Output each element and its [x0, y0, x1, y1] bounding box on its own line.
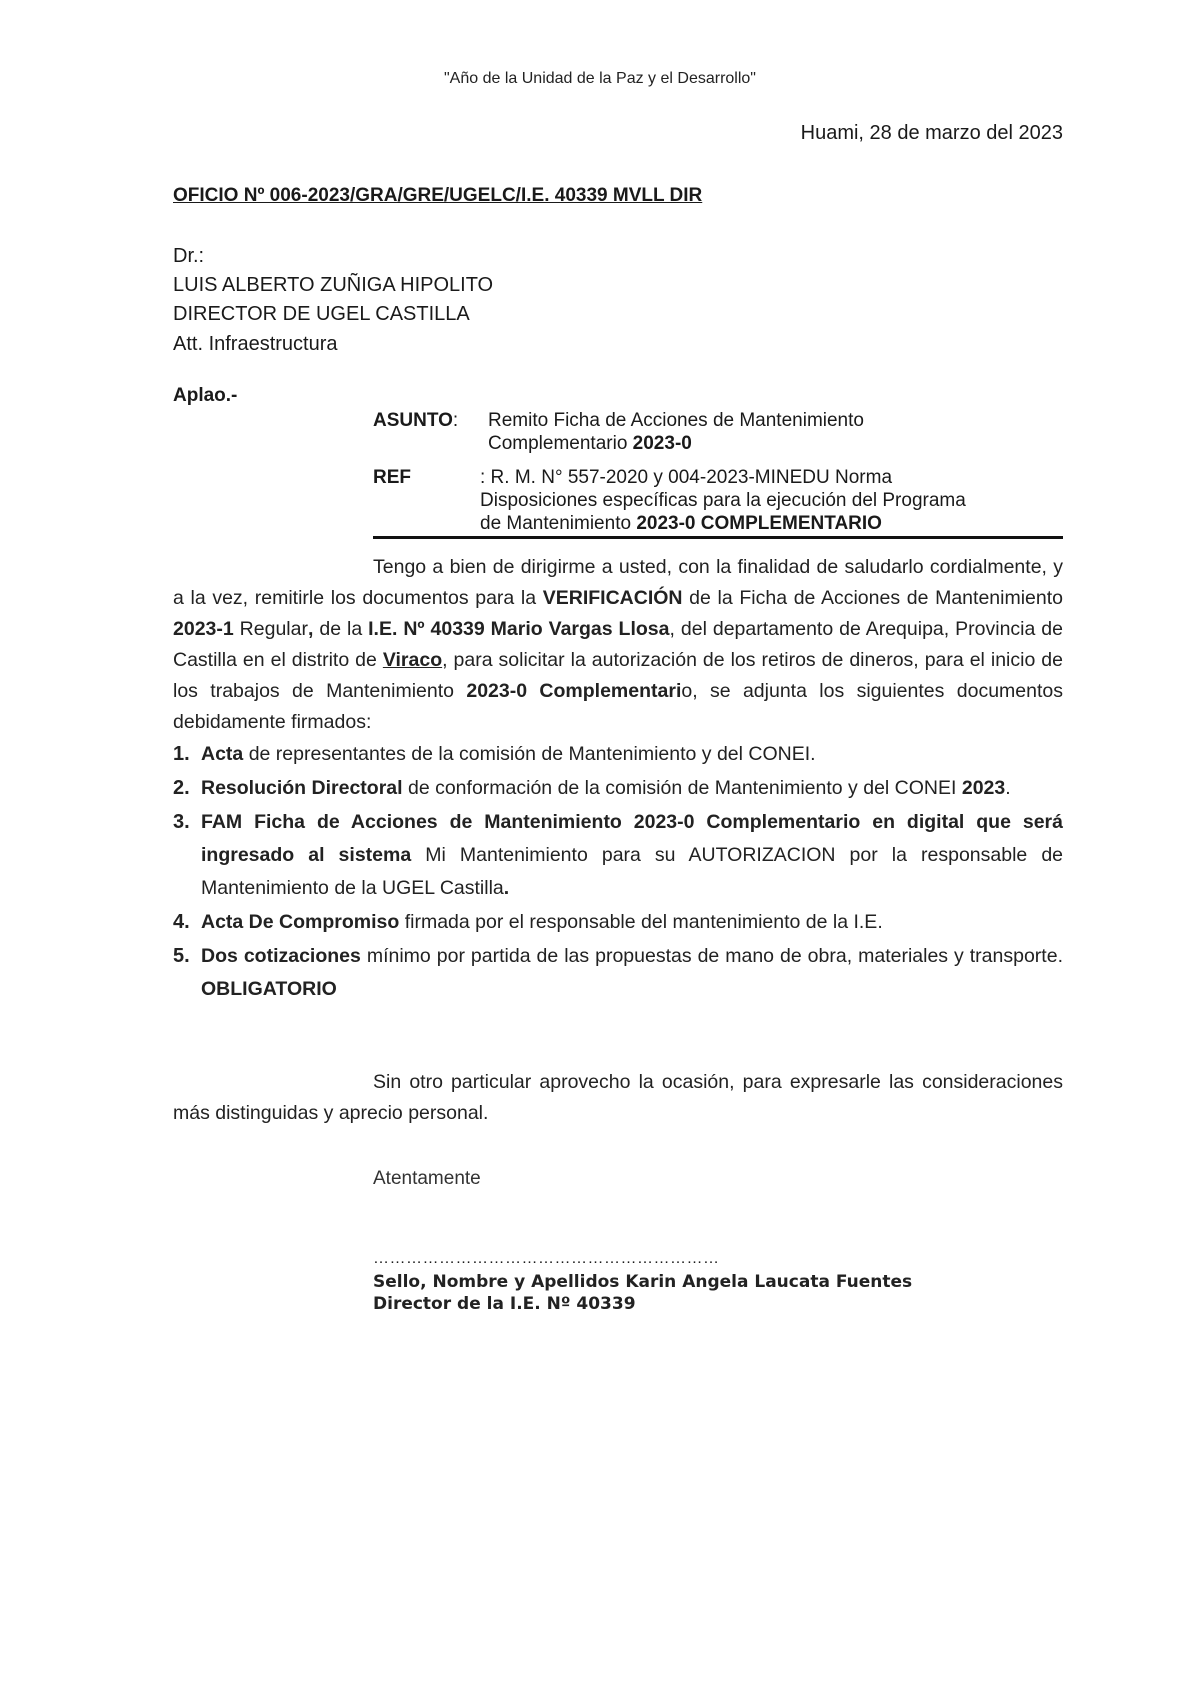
list-item: 5. Dos cotizaciones mínimo por partida de las propuestas de mano de obra, materiales y transporte. OBLIGATORIO	[173, 945, 1063, 1000]
subject-divider	[373, 536, 1063, 539]
documents-list	[173, 738, 1063, 1007]
oficio-number: OFICIO Nº 006-2023/GRA/GRE/UGELC/I.E. 40339 MVLL DIR	[173, 185, 703, 206]
closing-paragraph: Sin otro particular aprovecho la ocasión, para expresarle las consideraciones más distinguidas y aprecio personal.	[173, 1071, 1063, 1124]
list-item: 3. FAM Ficha de Acciones de Mantenimiento 2023-0 Complementario en digital que será ingresado al sistema Mi Mantenimiento para su AUTORIZACION por la responsable de Mantenimiento de la UGEL Castilla.	[173, 811, 1064, 899]
list-item: 2. Resolución Directoral de conformación de la comisión de Mantenimiento y del CONEI 2023.	[173, 777, 1011, 799]
signature-line: ………………………………………………………	[373, 1250, 720, 1267]
recipient-place: Aplao.-	[173, 385, 238, 406]
recipient-name: LUIS ALBERTO ZUÑIGA HIPOLITO	[173, 274, 494, 296]
letter-date: Huami, 28 de marzo del 2023	[800, 122, 1063, 144]
signature-title: Director de la I.E. Nº 40339	[373, 1294, 636, 1314]
year-motto: "Año de la Unidad de la Paz y el Desarrollo"	[444, 70, 756, 87]
recipient-title: Dr.:	[173, 245, 205, 267]
asunto-label: ASUNTO:	[373, 410, 459, 431]
recipient-position: DIRECTOR DE UGEL CASTILLA	[173, 303, 470, 325]
body-paragraph: Tengo a bien de dirigirme a usted, con la finalidad de saludarlo cordialmente, y a la vez, remitirle los documentos para la VERIFICACIÓN de la Ficha de Acciones de Mantenimiento 2023-1 Regular, de la I.E. Nº 40339 Mario Vargas Llosa, del departamento de Arequipa, Provincia de Castilla en el distrito de Viraco, para solicitar la autorización de los retiros de dineros, para el inicio de los trabajos de Mantenimiento 2023-0 Complementario, se adjunta los siguientes documentos debidamente firmados:	[173, 556, 1063, 733]
asunto-line-2: Complementario 2023-0	[488, 433, 692, 454]
ref-line-3: de Mantenimiento 2023-0 COMPLEMENTARIO	[480, 513, 882, 534]
ref-line-1: : R. M. N° 557-2020 y 004-2023-MINEDU Norma	[480, 467, 893, 488]
signature-name: Sello, Nombre y Apellidos Karin Angela Laucata Fuentes	[373, 1272, 913, 1292]
recipient-attention: Att. Infraestructura	[173, 333, 338, 355]
closing-salutation: Atentamente	[373, 1168, 481, 1189]
asunto-line-1: Remito Ficha de Acciones de Mantenimiento	[488, 410, 864, 431]
ref-label: REF	[373, 467, 411, 488]
list-item: 4. Acta De Compromiso firmada por el responsable del mantenimiento de la I.E.	[173, 911, 883, 933]
list-item: 1. Acta de representantes de la comisión de Mantenimiento y del CONEI.	[173, 743, 816, 765]
ref-line-2: Disposiciones específicas para la ejecución del Programa	[480, 490, 966, 511]
